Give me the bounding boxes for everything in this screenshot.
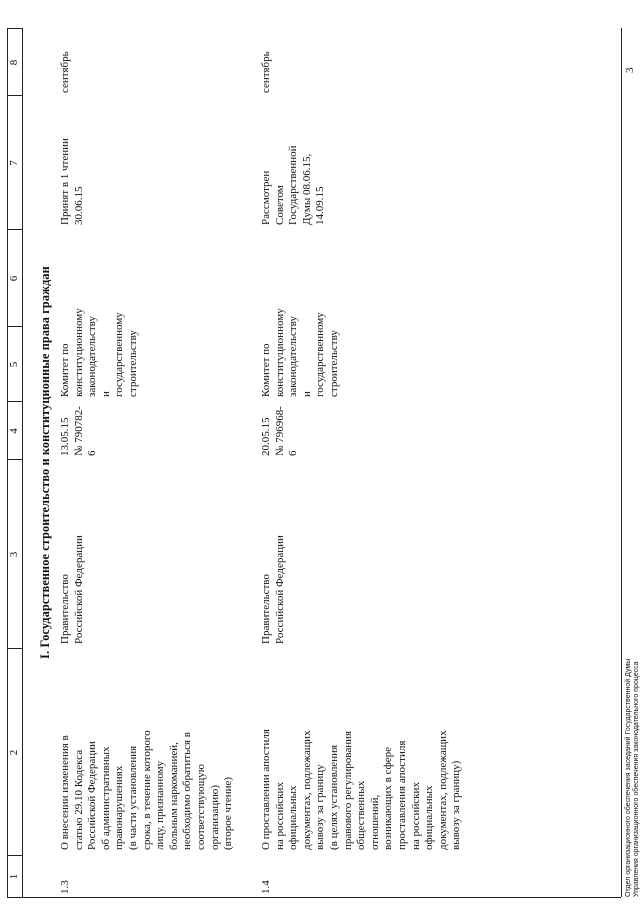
footer-directorate: Управления организационного обеспечения законодательного процесса	[633, 661, 640, 897]
page-number: 3	[624, 67, 636, 73]
section-title: I. Государственное строительство и конституционные права граждан	[38, 266, 52, 659]
header-bottom-rule	[22, 28, 23, 897]
registration-date-number: 20.05.15 № 796968-6	[260, 406, 300, 456]
column-number-8: 8	[8, 59, 20, 66]
responsible-committee: Комитет по конституционному законодательству и государственному строительству	[59, 308, 139, 397]
planned-month: сентябрь	[59, 51, 71, 93]
row-number: 1.4	[260, 880, 272, 894]
agenda-table	[7, 28, 621, 898]
column-number-7: 7	[8, 160, 20, 166]
table-bottom-rule	[621, 28, 622, 897]
bill-status: Рассмотрен Советом Государственной Думы 08.06.15, 14.09.15	[260, 145, 327, 225]
column-number-3: 3	[8, 551, 20, 558]
bill-title: О внесении изменения в статью 29.10 Кодекса Российской Федерации об административных правонарушениях (в части установления срока, в течение которого лицу, признанному больным наркоманией, необходимо обратиться в соответствующую организацию) (второе чтение)	[59, 730, 235, 850]
footer-department: Отдел организационного обеспечения заседаний Государственной Думы	[625, 658, 632, 897]
column-number-6: 6	[8, 275, 20, 282]
planned-month: сентябрь	[260, 51, 272, 93]
column-number-2: 2	[8, 749, 20, 756]
bill-status: Принят в 1 чтении 30.06.15	[59, 138, 85, 225]
registration-date-number: 13.05.15 № 790782-6	[59, 406, 99, 456]
row-number: 1.3	[59, 880, 71, 894]
initiator: Правительство Российской Федерации	[260, 535, 286, 644]
column-number-1: 1	[8, 873, 20, 880]
bill-title: О проставлении апостиля на российских официальных документах, подлежащих вывозу за границу (в целях установления правового регулирования общественных отношений, возникающих в сфере проставления апостиля на российских официальных документах, подлежащих вывозу за границу)	[260, 729, 463, 850]
initiator: Правительство Российской Федерации	[59, 535, 85, 644]
responsible-committee: Комитет по конституционному законодательству и государственному строительству	[260, 308, 340, 397]
column-number-4: 4	[8, 428, 20, 434]
column-number-5: 5	[8, 361, 20, 368]
